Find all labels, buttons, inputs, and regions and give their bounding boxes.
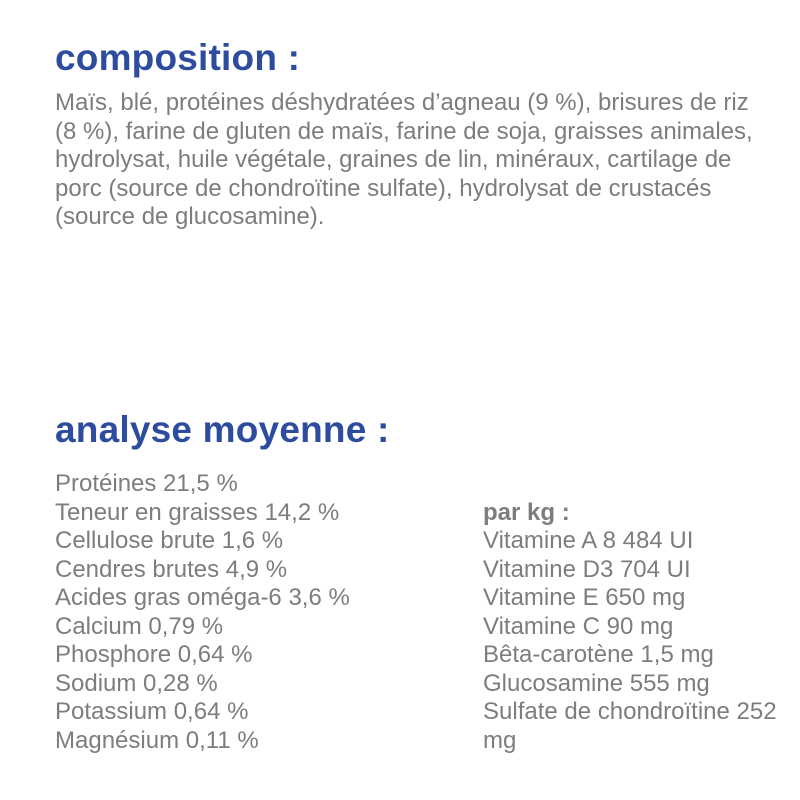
analysis-right-column bbox=[483, 470, 778, 755]
analysis-item: Bêta-carotène 1,5 mg bbox=[483, 641, 714, 668]
analysis-item: Vitamine C 90 mg bbox=[483, 612, 674, 640]
per-kg-label: par kg : bbox=[483, 498, 570, 526]
analysis-item: Magnésium 0,11 % bbox=[55, 726, 259, 754]
analysis-item: Phosphore 0,64 % bbox=[55, 641, 253, 668]
analysis-item: Acides gras oméga-6 3,6 % bbox=[55, 584, 350, 611]
analysis-item: Glucosamine 555 mg bbox=[483, 669, 710, 697]
analysis-item: Teneur en graisses 14,2 % bbox=[55, 498, 340, 526]
analysis-item: Potassium 0,64 % bbox=[55, 698, 249, 725]
analysis-item: Vitamine A 8 484 UI bbox=[483, 527, 694, 554]
per-kg-list bbox=[483, 527, 778, 755]
composition-heading: composition : bbox=[55, 37, 301, 78]
analysis-item: Sodium 0,28 % bbox=[55, 669, 218, 697]
analysis-item: Calcium 0,79 % bbox=[55, 612, 224, 640]
analysis-item: Vitamine E 650 mg bbox=[483, 584, 686, 611]
analysis-heading: analyse moyenne : bbox=[55, 409, 390, 450]
composition-text: Maïs, blé, protéines déshydratées d’agneau (9 %), brisures de riz (8 %), farine de gluten de maïs, farine de soja, graisses animales, hydrolysat, huile végétale, graines de lin, minéraux, cartilage de porc (source de chondroïtine sulfate), hydrolysat de crustacés (source de glucosamine). bbox=[55, 89, 753, 230]
analysis-item: Cellulose brute 1,6 % bbox=[55, 527, 284, 554]
analysis-left-column bbox=[55, 470, 483, 755]
analysis-item: Vitamine D3 704 UI bbox=[483, 555, 691, 583]
analysis-item: Cendres brutes 4,9 % bbox=[55, 555, 288, 583]
analysis-item: Sulfate de chondroïtine 252 mg bbox=[483, 698, 777, 754]
analysis-item: Protéines 21,5 % bbox=[55, 470, 238, 497]
analysis-columns bbox=[55, 470, 778, 755]
